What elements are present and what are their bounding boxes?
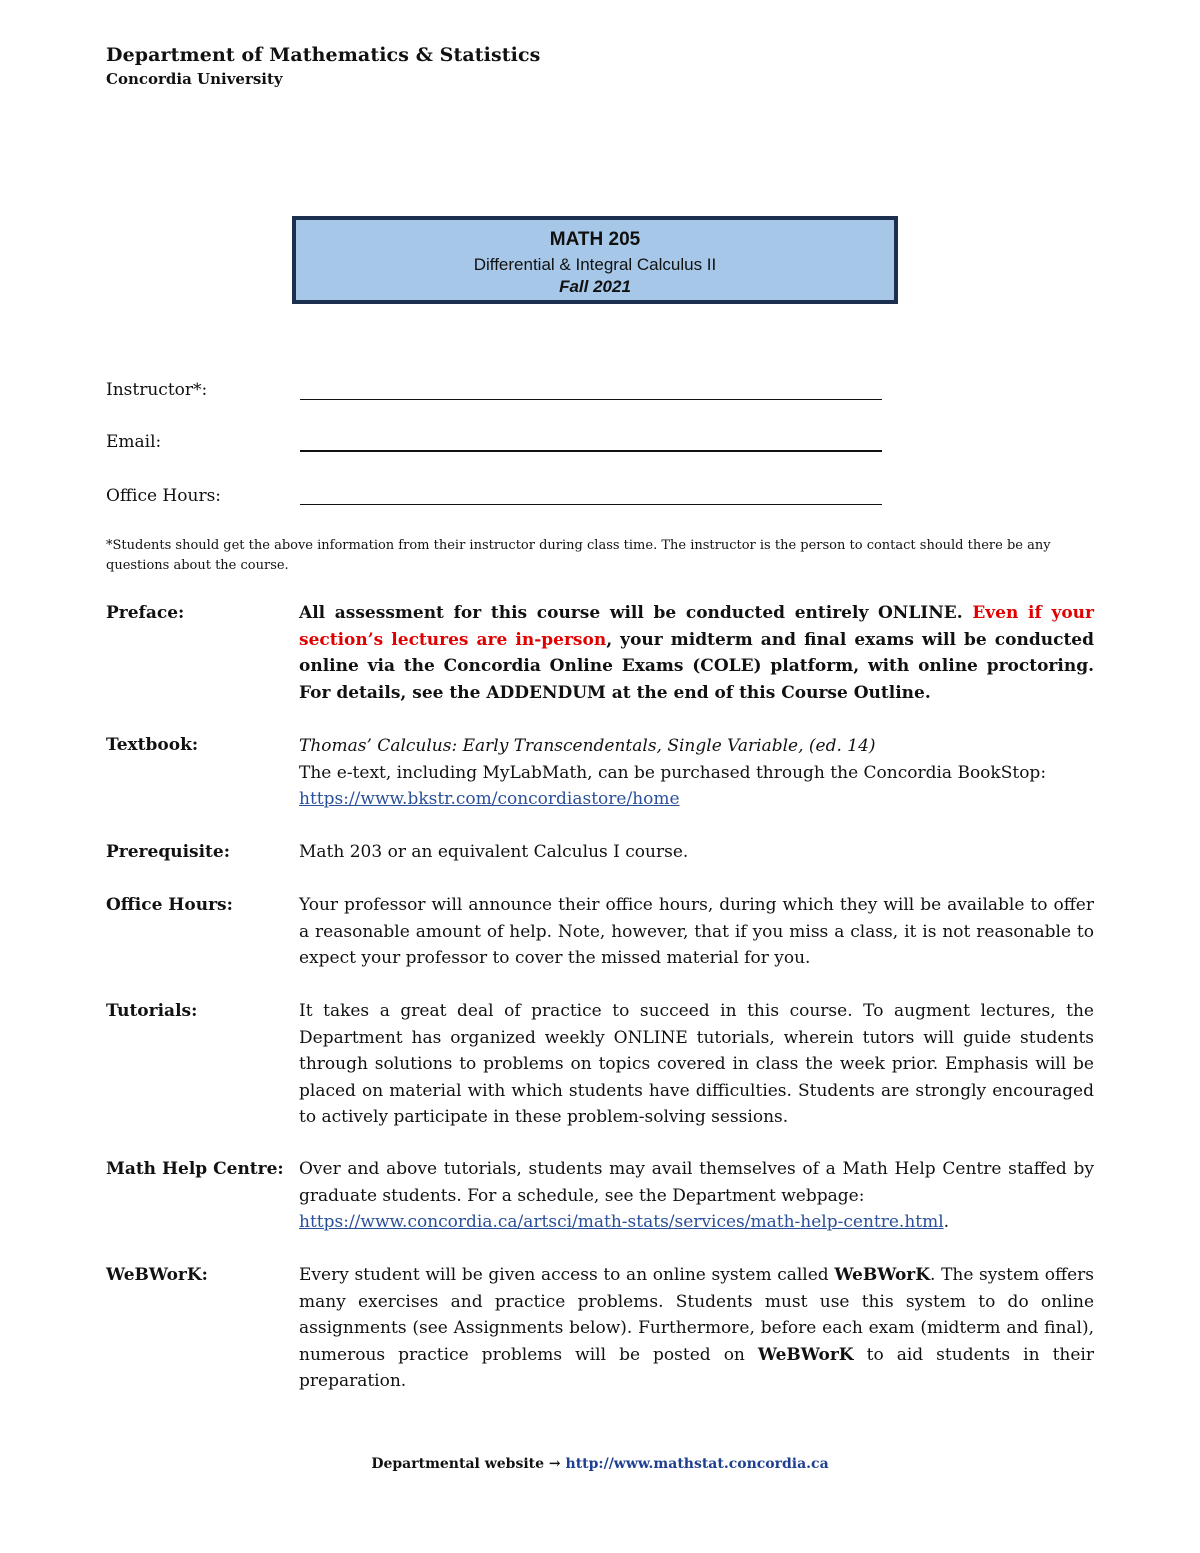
preface-text: [299, 600, 1094, 706]
office-hours-blank-line: [300, 504, 882, 505]
webwork-name: WeBWorK: [834, 1265, 931, 1285]
math-help-text: [299, 1156, 1094, 1236]
office-hours-label: Office Hours:: [106, 486, 222, 506]
footer-label: Departmental website →: [371, 1456, 566, 1472]
course-title-box: [292, 216, 898, 304]
tutorials-label: Tutorials:: [106, 1001, 198, 1021]
textbook-text: [299, 733, 1094, 813]
webwork-t3: to aid students in their preparation.: [299, 1344, 1094, 1391]
email-blank-line: [300, 450, 882, 452]
preface-label: Preface:: [106, 603, 185, 623]
preface-part1: All assessment for this course will be conducted entirely ONLINE.: [299, 603, 973, 623]
prerequisite-label: Prerequisite:: [106, 842, 231, 862]
webwork-text: [299, 1262, 1094, 1395]
department-website-link[interactable]: http://www.mathstat.concordia.ca: [565, 1456, 829, 1472]
webwork-label: WeBWorK:: [106, 1265, 208, 1285]
webwork-t1: Every student will be given access to an online system called: [299, 1265, 835, 1285]
university-name: Concordia University: [106, 70, 283, 88]
preface-part2: , your midterm and final exams will be conducted online via the Concordia Online Exams (COLE) platform, with online proctoring. For details, see the ADDENDUM at the end of this Course Outline.: [299, 629, 1094, 703]
course-code: MATH 205: [549, 229, 641, 250]
instructor-label: Instructor*:: [106, 380, 208, 400]
course-term: Fall 2021: [559, 277, 631, 296]
webwork-name-2: WeBWorK: [757, 1344, 854, 1365]
textbook-label: Textbook:: [106, 735, 199, 755]
email-label: Email:: [106, 432, 162, 452]
prerequisite-text: Math 203 or an equivalent Calculus I course.: [299, 842, 689, 862]
textbook-purchase-note: The e-text, including MyLabMath, can be purchased through the Concordia BookStop:: [299, 762, 1047, 783]
math-help-label: Math Help Centre:: [106, 1159, 284, 1179]
bookstop-link[interactable]: https://www.bkstr.com/concordiastore/home: [299, 789, 680, 809]
instructor-blank-line: [300, 399, 882, 400]
tutorials-text: It takes a great deal of practice to succeed in this course. To augment lectures, the Department has organized weekly ONLINE tutorials, wherein tutors will guide students through solutions to problems on topics covered in class the week prior. Emphasis will be placed on material with which students have difficulties. Students are strongly encouraged to actively participate in these problem-solving sessions.: [299, 1001, 1094, 1127]
math-help-link[interactable]: https://www.concordia.ca/artsci/math-stats/services/math-help-centre.html: [299, 1212, 944, 1232]
math-help-period: .: [943, 1212, 950, 1232]
math-help-description: Over and above tutorials, students may avail themselves of a Math Help Centre staffed by graduate students. For a schedule, see the Department webpage:: [299, 1159, 1094, 1206]
course-name: Differential & Integral Calculus II: [473, 255, 717, 274]
preface-red-text: Even if your section’s lectures are in-person: [299, 603, 1094, 650]
footer: [0, 1456, 1200, 1472]
textbook-title: Thomas’ Calculus: Early Transcendentals, Single Variable, (ed. 14): [299, 736, 876, 756]
department-title: Department of Mathematics & Statistics: [106, 44, 541, 66]
info-note: *Students should get the above information from their instructor during class time. The instructor is the person to contact should there be any questions about the course.: [106, 538, 1051, 573]
office-hours-section-label: Office Hours:: [106, 895, 233, 915]
office-hours-text: Your professor will announce their office hours, during which they will be available to offer a reasonable amount of help. Note, however, that if you miss a class, it is not reasonable to expect your professor to cover the missed material for you.: [299, 895, 1094, 968]
webwork-t2: . The system offers many exercises and practice problems. Students must use this system to do online assignments (see Assignments below). Furthermore, before each exam (midterm and final), numerous practice problems will be posted on: [299, 1265, 1094, 1365]
